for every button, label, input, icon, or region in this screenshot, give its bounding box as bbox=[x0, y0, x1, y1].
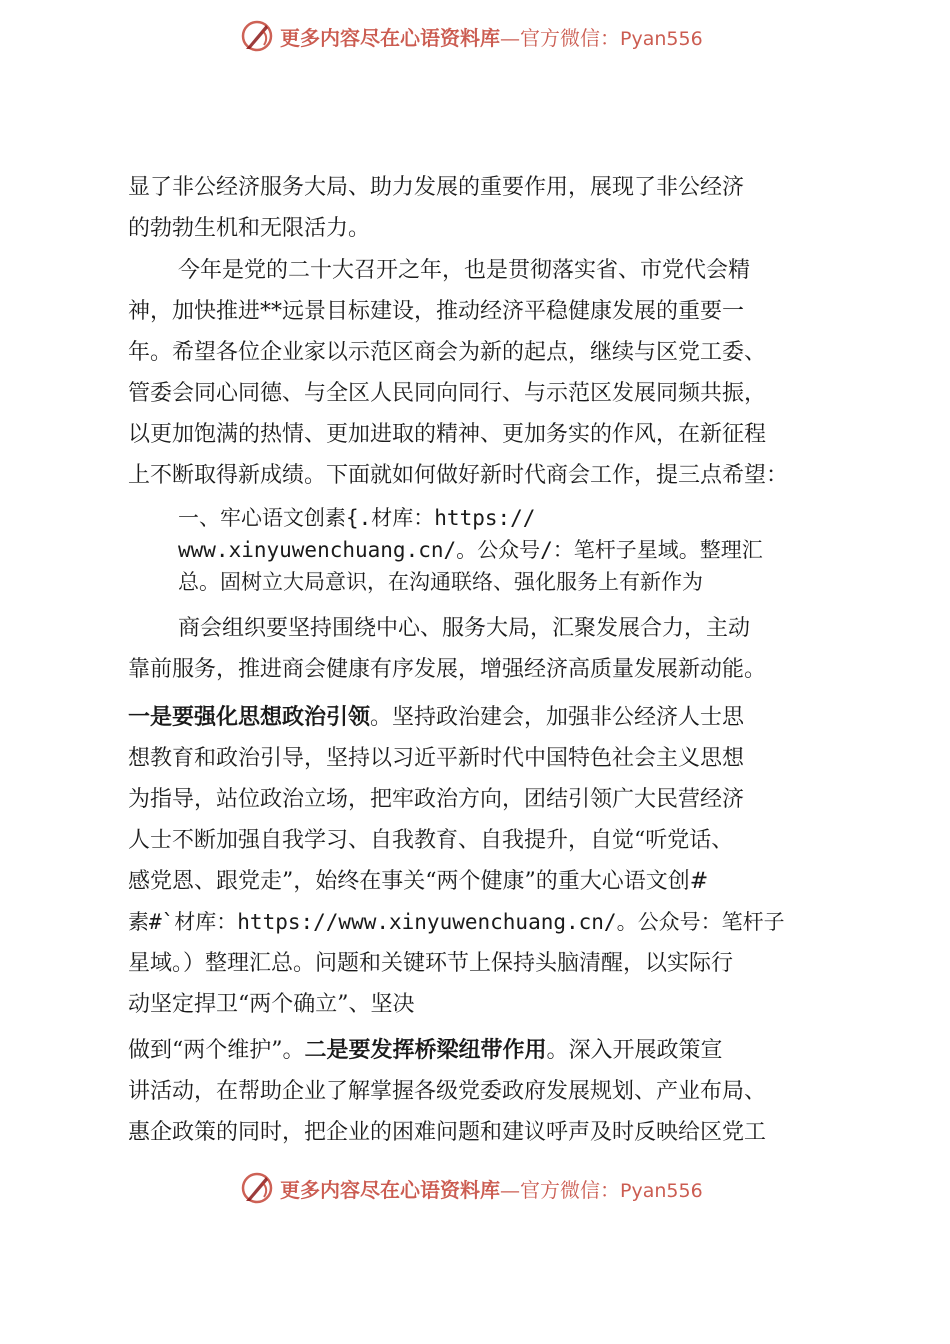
text-line: 以更加饱满的热情、更加进取的精神、更加务实的作风，在新征程 bbox=[128, 422, 767, 447]
paragraph-3 bbox=[128, 608, 848, 690]
text-line: 惠企政策的同时，把企业的困难问题和建议呼声及时反映给区党工 bbox=[128, 1120, 767, 1145]
text-line: 一、牢心语文创素{.材库：https:// bbox=[178, 506, 536, 530]
text-line: 人士不断加强自我学习、自我教育、自我提升，自觉“听党话、 bbox=[128, 828, 734, 853]
text-line: 年。希望各位企业家以示范区商会为新的起点，继续与区党工委、 bbox=[128, 340, 767, 365]
bold-lead: 一是要强化思想政治引领 bbox=[128, 705, 371, 730]
text-line: 神，加快推进**远景目标建设，推动经济平稳健康发展的重要一 bbox=[128, 299, 745, 324]
quill-logo-icon bbox=[240, 19, 274, 53]
text-line: www.xinyuwenchuang.cn/。公众号/：笔杆子星域。整理汇 bbox=[178, 538, 763, 562]
text-line: 上不断取得新成绩。下面就如何做好新时代商会工作，提三点希望： bbox=[128, 463, 789, 488]
text-line: 总。固树立大局意识，在沟通联络、强化服务上有新作为 bbox=[178, 570, 703, 594]
text-line: 的勃勃生机和无限活力。 bbox=[128, 216, 371, 241]
text-line: 感党恩、跟党走”，始终在事关“两个健康”的重大心语文创# bbox=[128, 869, 709, 894]
footer-banner bbox=[240, 1166, 760, 1210]
text-line: 做到“两个维护”。二是要发挥桥梁纽带作用。深入开展政策宣 bbox=[128, 1038, 723, 1063]
footer-banner-text: 更多内容尽在心语资料库—官方微信：Pyan556 bbox=[280, 1177, 703, 1202]
text-line: 商会组织要坚持围绕中心、服务大局，汇聚发展合力，主动 bbox=[178, 616, 751, 641]
text-line: 今年是党的二十大召开之年，也是贯彻落实省、市党代会精 bbox=[178, 258, 751, 283]
text-line: 星域。）整理汇总。问题和关键环节上保持头脑清醒，以实际行 bbox=[128, 951, 734, 976]
header-banner bbox=[240, 14, 760, 58]
paragraph-5 bbox=[128, 1030, 848, 1153]
paragraph-1 bbox=[128, 167, 848, 249]
paragraph-4 bbox=[128, 697, 848, 1025]
text-line: 管委会同心同德、与全区人民同向同行、与示范区发展同频共振， bbox=[128, 381, 767, 406]
section-heading-1 bbox=[178, 502, 858, 598]
text-line: 素#`材库：https://www.xinyuwenchuang.cn/。公众号：笔杆子 bbox=[128, 910, 785, 934]
paragraph-2 bbox=[128, 250, 848, 496]
header-banner-text: 更多内容尽在心语资料库—官方微信：Pyan556 bbox=[280, 25, 703, 50]
text-line: 显了非公经济服务大局、助力发展的重要作用，展现了非公经济 bbox=[128, 175, 745, 200]
text-line: 一是要强化思想政治引领。坚持政治建会，加强非公经济人士思 bbox=[128, 705, 745, 730]
quill-logo-icon bbox=[240, 1171, 274, 1205]
text-line: 为指导，站位政治立场，把牢政治方向，团结引领广大民营经济 bbox=[128, 787, 745, 812]
text-line: 想教育和政治引导，坚持以习近平新时代中国特色社会主义思想 bbox=[128, 746, 745, 771]
text-line: 动坚定捍卫“两个确立”、坚决 bbox=[128, 992, 415, 1017]
text-line: 靠前服务，推进商会健康有序发展，增强经济高质量发展新动能。 bbox=[128, 657, 767, 682]
bold-lead: 二是要发挥桥梁纽带作用 bbox=[304, 1038, 547, 1063]
text-line: 讲活动，在帮助企业了解掌握各级党委政府发展规划、产业布局、 bbox=[128, 1079, 767, 1104]
